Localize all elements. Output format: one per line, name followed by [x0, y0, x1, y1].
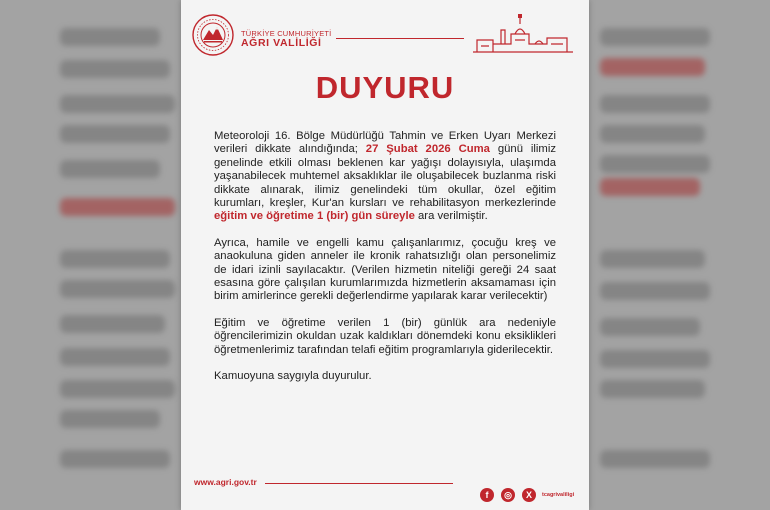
- facebook-icon[interactable]: f: [480, 488, 494, 502]
- org-line-1: TÜRKİYE CUMHURİYETİ: [241, 29, 332, 38]
- ishak-pasha-palace-icon: [471, 12, 575, 56]
- p1-break-highlight: eğitim ve öğretime 1 (bir) gün süreyle: [214, 210, 415, 223]
- p1-date-highlight: 27 Şubat 2026 Cuma: [365, 143, 490, 156]
- header-divider: [336, 38, 464, 39]
- announcement-body: [214, 130, 556, 397]
- org-line-2: AĞRI VALİLİĞİ: [241, 37, 322, 49]
- website-link[interactable]: www.agri.gov.tr: [194, 477, 257, 487]
- paragraph-2: Ayrıca, hamile ve engelli kamu çalışanlarımız, çocuğu kreş ve anaokuluna giden anneler ile kronik rahatsızlığı olan personelimiz de idari izinli sayılacaktır. (Verilen hizmetin niteliği gereği 24 saat esasına göre çalışılan kurumlarımızda hizmetlerin aksamaması için birim amirlerince gerekli değerlendirme yapılarak karar verilecektir): [214, 236, 556, 303]
- paragraph-4: Kamuoyuna saygıyla duyurulur.: [214, 370, 372, 383]
- p1-text-b: günü ilimiz genelinde etkili olması beklenen kar yağışı dolayısıyla, ulaşımda yaşanabilecek muhtemel aksaklıklar ile oluşabilecek buzlanma riski dikkate alınarak, ilimiz genelindeki tüm okullar, özel eğitim kurumları, kreşler, Kur'an kursları ve rehabilitasyon merkezlerinde: [214, 143, 556, 210]
- paragraph-1: [214, 130, 556, 224]
- x-icon[interactable]: X: [522, 488, 536, 502]
- announcement-sheet: [181, 0, 589, 510]
- page-title: DUYURU: [315, 70, 455, 105]
- social-handle: tcagrivaliligi: [542, 492, 575, 498]
- paragraph-3: Eğitim ve öğretime verilen 1 (bir) günlük ara nedeniyle öğrencilerimizin okuldan uzak kaldıkları dönemdeki konu eksiklikleri öğretmenlerimiz tarafından telafi eğitim programlarıyla giderilecektir.: [214, 316, 556, 356]
- agri-valiligi-emblem-icon: [192, 14, 234, 56]
- footer-divider: [265, 483, 453, 484]
- p1-text-c: ara verilmiştir.: [414, 210, 488, 223]
- p1-text-a: Meteoroloji 16. Bölge Müdürlüğü Tahmin ve Erken Uyarı Merkezi verileri dikkate alındığında;: [214, 130, 556, 156]
- instagram-icon[interactable]: ◎: [501, 488, 515, 502]
